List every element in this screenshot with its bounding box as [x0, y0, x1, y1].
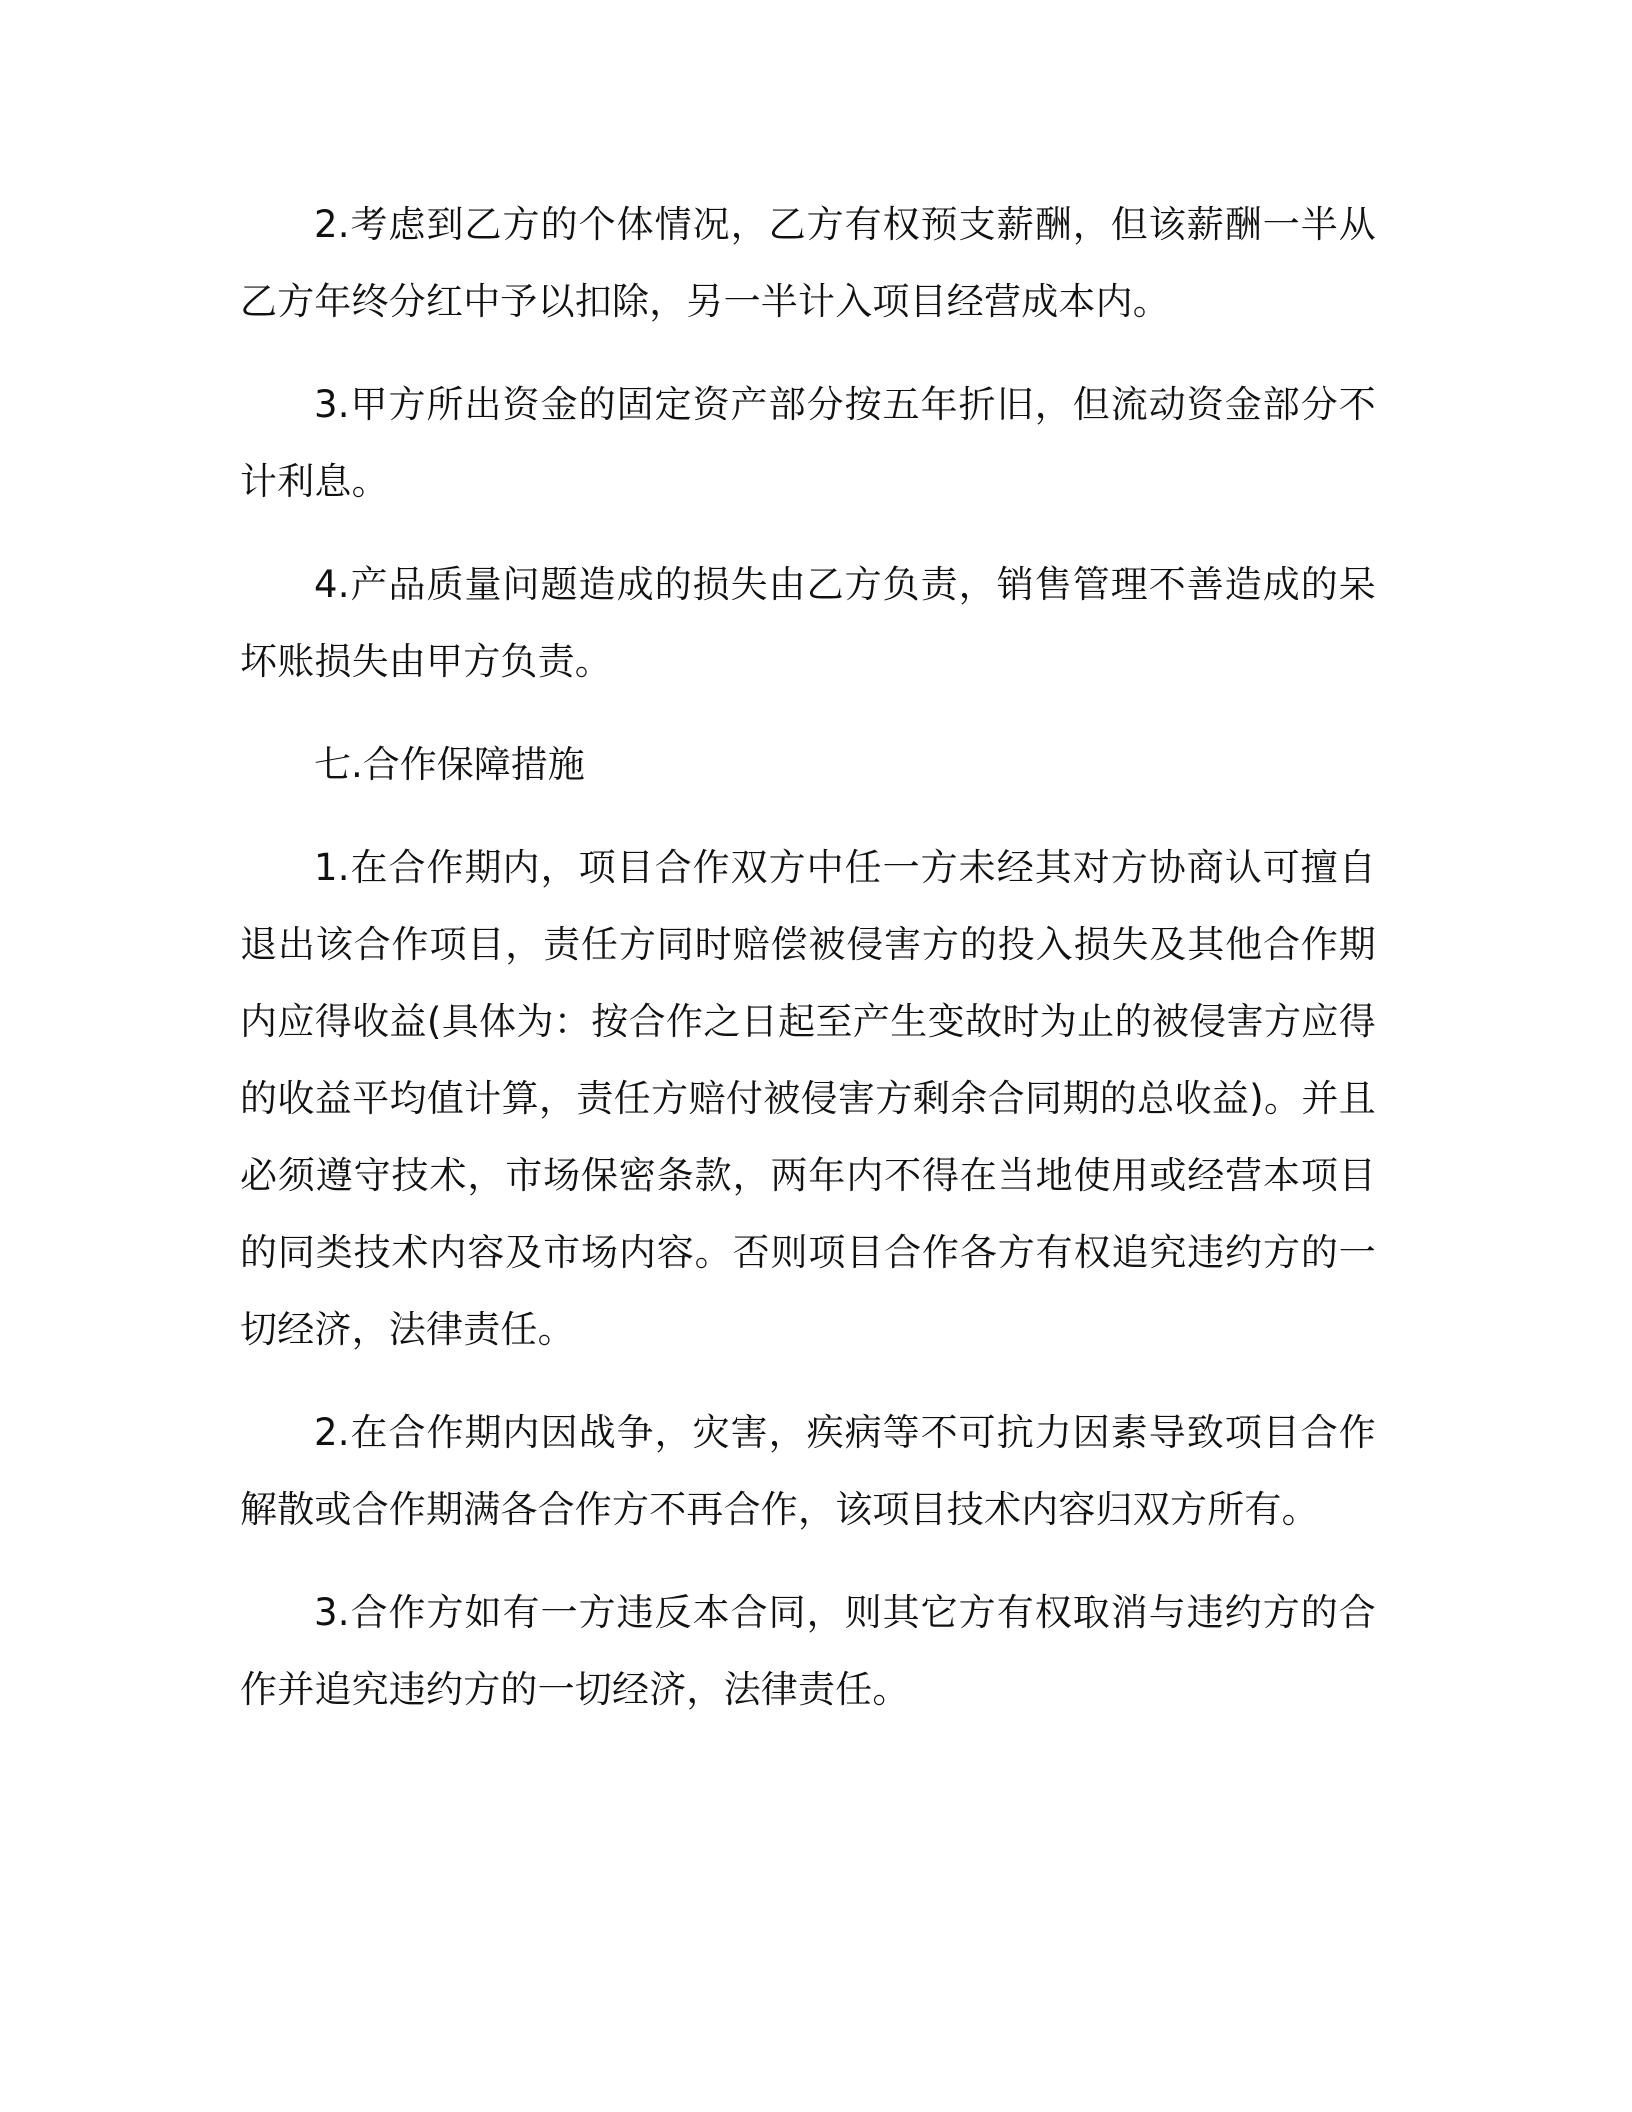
section-paragraph-1: 1.在合作期内，项目合作双方中任一方未经其对方协商认可擅自退出该合作项目，责任方同时赔偿被侵害方的投入损失及其他合作期内应得收益(具体为：按合作之日起至产生变故时为止的被侵害方应得的收益平均值计算，责任方赔付被侵害方剩余合同期的总收益)。并且必须遵守技术，市场保密条款，两年内不得在当地使用或经营本项目的同类技术内容及市场内容。否则项目合作各方有权追究违约方的一切经济，法律责任。 [240, 846, 1376, 1351]
section-paragraph-2: 2.在合作期内因战争，灾害，疾病等不可抗力因素导致项目合作解散或合作期满各合作方不再合作，该项目技术内容归双方所有。 [240, 1411, 1376, 1531]
section-heading: 七.合作保障措施 [314, 743, 585, 786]
document-body [240, 186, 1376, 1754]
paragraph-item-3: 3.甲方所出资金的固定资产部分按五年折旧，但流动资金部分不计利息。 [240, 383, 1376, 503]
section-paragraph-3: 3.合作方如有一方违反本合同，则其它方有权取消与违约方的合作并追究违约方的一切经济，法律责任。 [240, 1591, 1376, 1711]
paragraph-item-2: 2.考虑到乙方的个体情况，乙方有权预支薪酬，但该薪酬一半从乙方年终分红中予以扣除，另一半计入项目经营成本内。 [240, 203, 1376, 323]
paragraph-item-4: 4.产品质量问题造成的损失由乙方负责，销售管理不善造成的呆坏账损失由甲方负责。 [240, 563, 1376, 683]
